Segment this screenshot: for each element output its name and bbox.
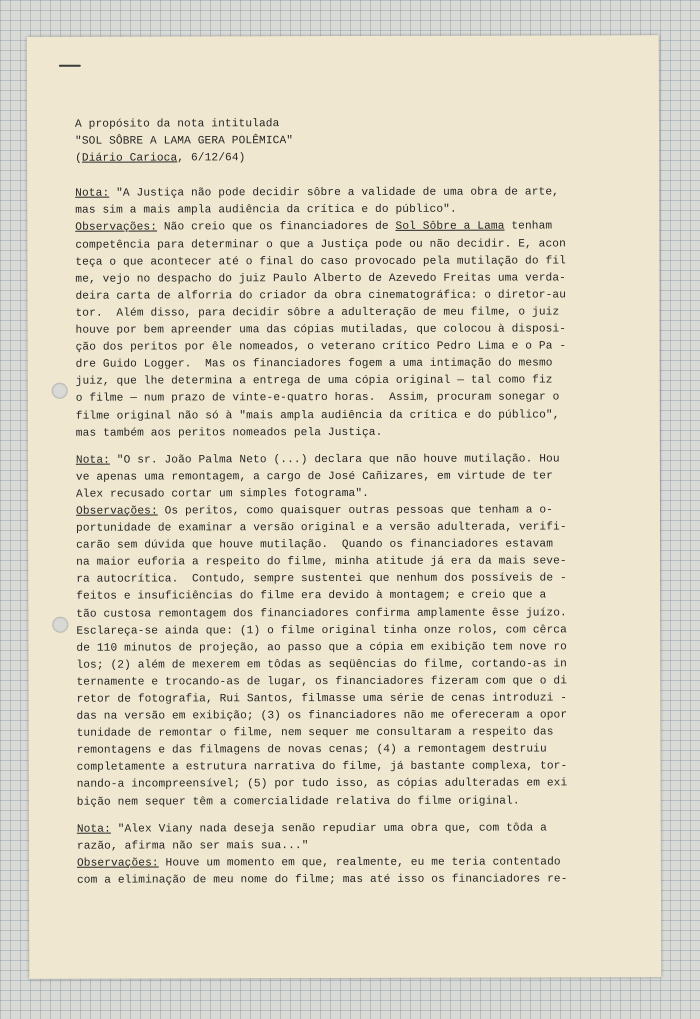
text-line: Esclareça-se ainda que: (1) o filme original tinha onze rolos, com cêrca <box>76 624 567 638</box>
text-line: nando-a incompreensível; (5) por tudo isso, as cópias adulteradas em exi <box>76 777 568 792</box>
film-title: Sol Sôbre a Lama <box>395 221 505 234</box>
text-line: filme original não só à "mais ampla audiência da crítica e do público", <box>75 408 560 423</box>
nota-2: Nota: "O sr. João Palma Neto (...) declara que não houve mutilação. Hou <box>75 453 560 467</box>
nota-1: Nota: "A Justiça não pode decidir sôbre a validade de uma obra de arte, <box>75 186 559 200</box>
observacoes-2: Observações: Os peritos, como quaisquer outras pessoas que tenham a o- <box>75 504 553 518</box>
text-line: ção dos peritos por êle nomeados, o veterano crítico Pedro Lima e o Pa - <box>75 340 567 354</box>
nota-3: Nota: "Alex Viany nada deseja senão repudiar uma obra que, com tôda a <box>76 822 548 836</box>
text-line: o filme — num prazo de vinte-e-quatro horas. Assim, procuram sonegar o <box>75 391 560 406</box>
text-line: com a eliminação de meu nome do filme; mas até isso os financiadores re- <box>76 873 568 887</box>
pen-mark <box>59 65 81 67</box>
observacoes-label: Observações: <box>75 221 158 235</box>
typewritten-page <box>27 35 661 979</box>
observacoes-label: Observações: <box>75 505 158 518</box>
text-line: de 110 minutos de projeção, ao passo que a cópia em exibição tem nove ro <box>76 641 567 655</box>
observacoes-1: Observações: Não creio que os financiadores de Sol Sôbre a Lama tenham <box>75 220 553 235</box>
text-line: ve apenas uma remontagem, a cargo de José Cañizares, em virtude de ter <box>75 470 553 484</box>
text-line: tão custosa remontagem dos financiadores confirma amplamente êsse juízo. <box>76 606 567 621</box>
text-line: bição nem sequer têm a comercialidade relativa do filme original. <box>76 795 520 809</box>
observacoes-3: Observações: Houve um momento em que, realmente, eu me teria contentado <box>76 856 561 870</box>
text-line: portunidade de examinar a versão original e a versão adulterada, verifi- <box>76 521 567 535</box>
text-line: Alex recusado cortar um simples fotograma". <box>75 487 369 501</box>
text-line: tunidade de remontar o filme, nem sequer me consultaram a respeito das <box>76 726 554 740</box>
source-name: Diário Carioca <box>81 152 178 165</box>
text-line: feitos e insuficiências do filme era devido à montagem; e creio que a <box>76 589 547 604</box>
source-date: , 6/12/64) <box>177 152 246 165</box>
text-line: ra autocrítica. Contudo, sempre sustentei que nenhum dos possíveis de - <box>76 572 567 587</box>
text-line: juiz, que lhe determina a entrega de uma cópia original — tal como fiz <box>75 374 553 389</box>
nota-label: Nota: <box>75 187 110 200</box>
text-line: mas também aos peritos nomeados pela Justiça. <box>75 426 383 440</box>
nota-label: Nota: <box>75 454 110 467</box>
text-line: los; (2) além de mexerem em tôdas as seqüências do filme, cortando-as in <box>76 658 568 672</box>
text-line: ternamente e trocando-as de lugar, os financiadores fizeram com que o di <box>76 675 568 689</box>
document-text <box>75 115 637 889</box>
heading-line-3: (Diário Carioca, 6/12/64) <box>75 152 246 165</box>
text-line: me, vejo no despacho do juiz Paulo Alberto de Azevedo Freitas uma verda- <box>75 272 566 286</box>
punch-hole-bottom <box>52 617 68 633</box>
heading-line-1: A propósito da nota intitulada <box>74 118 280 131</box>
text-line: carão sem dúvida que houve mutilação. Quando os financiadores estavam <box>76 538 554 552</box>
text-line: retor de fotografia, Rui Santos, filmasse uma série de cenas introduzi - <box>76 692 568 706</box>
text-line: tor. Além disso, para decidir sôbre a adulteração de meu filme, o juiz <box>75 306 560 320</box>
text-line: dre Guido Logger. Mas os financiadores fogem a uma intimação do mesmo <box>75 357 553 371</box>
text-line: remontagens e das filmagens de novas cenas; (4) a remontagem destruiu <box>76 743 547 757</box>
observacoes-label: Observações: <box>76 857 159 870</box>
nota-label: Nota: <box>76 823 111 836</box>
heading-line-2: "SOL SÔBRE A LAMA GERA POLÊMICA" <box>75 135 294 148</box>
text-line: competência para determinar o que a Justiça pode ou não decidir. E, acon <box>75 237 566 252</box>
nota-1-cont: mas sim a mais ampla audiência da crítica e do público". <box>75 204 457 218</box>
text-line: houve por bem apreender uma das cópias mutiladas, que colocou à disposi- <box>75 323 567 337</box>
text-line: na maior euforia a respeito do filme, minha atitude já era da mais seve- <box>76 555 567 569</box>
nota-3-cont: razão, afirma não ser mais sua..." <box>76 839 309 853</box>
punch-hole-top <box>52 383 68 399</box>
text-line: das na versão em exibição; (3) os financiadores não me ofereceram a opor <box>76 709 568 723</box>
text-line: teça o que acontecer até o final do caso provocado pela mutilação do fil <box>75 255 566 269</box>
text-line: deira carta de alforria do criador da obra cinematográfica: o diretor-au <box>75 289 567 303</box>
text-line: completamente a estrutura narrativa do filme, já bastante complexa, tor- <box>76 760 568 775</box>
